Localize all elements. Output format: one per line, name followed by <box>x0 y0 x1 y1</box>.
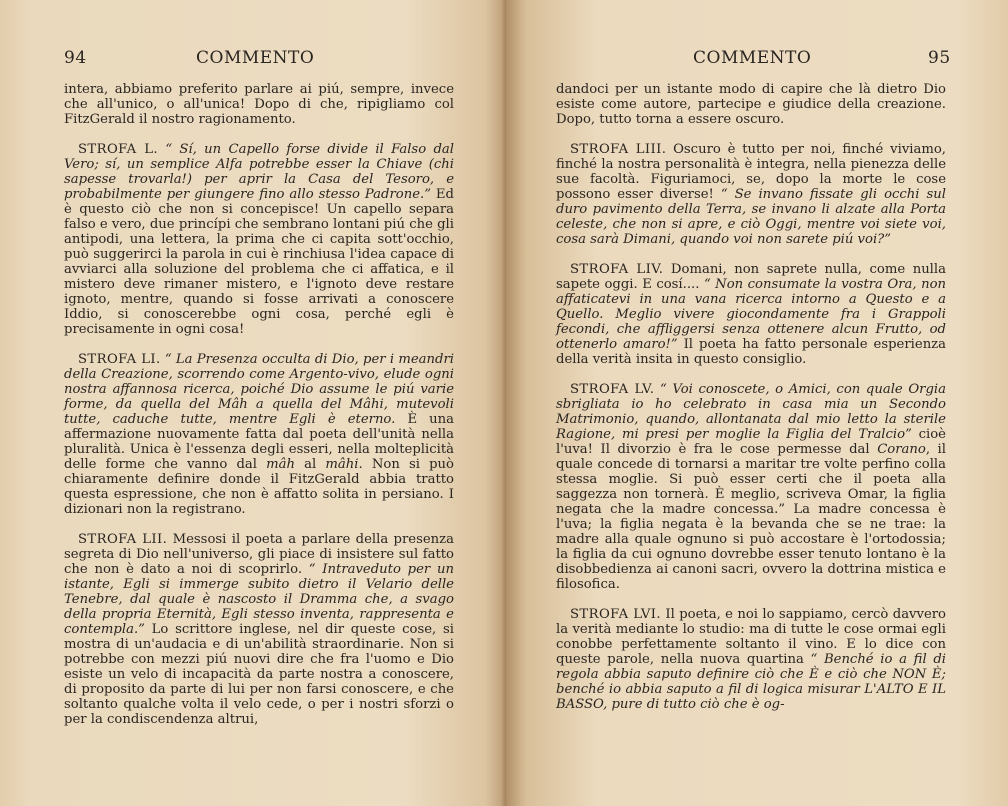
strofa-quote: “ Benché io a fil di regola abbia saputo definire ciò che È e ciò che NON È; benché io abbia saputo a fil di logica misurar L'ALTO E IL BASSO, pure di tutto ciò che è og- <box>556 652 946 712</box>
running-title: COMMENTO <box>693 48 812 68</box>
strofa-quote: “ Voi conoscete, o Amici, con quale Orgia sbrigliata io ho celebrato in casa mia un Secondo Matrimonio, quando, allontanata dal mio letto la sterile Ragione, mi presi per moglie la Figlia del Tralcio” <box>556 382 946 442</box>
page-number: 94 <box>64 48 87 68</box>
strofa-label: STROFA LI. <box>78 352 161 367</box>
term-corano: Corano <box>877 442 926 457</box>
strofa-commentary: al <box>295 457 326 472</box>
strofa-quote: “ Non consumate la vostra Ora, non affaticatevi in una vana ricerca intorno a Questo e a Quello. Meglio vivere giocondamente fra i Grappoli fecondi, che affliggersi senza ottenere alcun Frutto, od ottenerlo amaro!” <box>556 277 947 352</box>
strofa-commentary: Il poeta ha fatto personale esperienza della verità insita in questo consiglio. <box>556 337 946 367</box>
paragraph-strofa-55 <box>556 382 946 592</box>
paragraph-strofa-53 <box>556 142 946 247</box>
strofa-commentary: cioè l'uva! Il divorzio è fra le cose permesse dal <box>556 427 946 457</box>
paragraph-strofa-50 <box>64 142 454 337</box>
strofa-commentary: È una affermazione nuovamente fatta dal poeta dell'unità nella pluralità. Unica è l'essenza degli esseri, nella molteplicità delle forme che vanno dal <box>64 412 455 472</box>
strofa-quote: “ Intraveduto per un istante, Egli si immerge subito dietro il Velario delle Tenebre, dal quale è nascosto il Dramma che, a svago della propria Eternità, Egli stesso inventa, rappresenta e contempla.” <box>64 562 454 637</box>
strofa-quote: “ Se invano fissate gli occhi sul duro pavimento della Terra, se invano li alzate alla Porta celeste, che non si apre, e ciò Oggi, mentre voi siete voi, cosa sarà Dimani, quando voi non sarete piú voi?” <box>556 187 947 247</box>
strofa-label: STROFA LIII. <box>570 142 667 157</box>
strofa-commentary: Lo scrittore inglese, nel dir queste cose, si mostra di un'audacia e di un'abilità straordinarie. Non si potrebbe con mezzi piú nuovi dire che fra l'uomo e Dio esiste un velo di incapacità da parte nostra a conoscere, di proposito da parte di lui per non farsi conoscere, e che soltanto qualche volta il velo cede, o per i nostri sforzi o per la condiscendenza altrui, <box>64 622 454 727</box>
strofa-commentary: Il poeta, e noi lo sappiamo, cercò davvero la verità mediante lo studio: ma di tutte le cose ormai egli conobbe perfettamente soltanto il vino. E lo dice con queste parole, nella nuova quartina <box>556 607 947 667</box>
strofa-label: STROFA LVI. <box>570 607 662 622</box>
strofa-label: STROFA LIV. <box>570 262 664 277</box>
strofa-label: STROFA L. <box>78 142 158 157</box>
strofa-label: STROFA LV. <box>570 382 655 397</box>
paragraph-strofa-52 <box>64 532 454 727</box>
strofa-quote: “ Sí, un Capello forse divide il Falso dal Vero; sí, un semplice Alfa potrebbe esser la Chiave (chi sapesse trovarla!) per aprir la Casa del Tesoro, e probabilmente per giungere fino allo stesso Padrone.” <box>64 142 454 202</box>
paragraph-strofa-56 <box>556 607 946 712</box>
strofa-quote: “ La Presenza occulta di Dio, per i meandri della Creazione, scorrendo come Argento-vivo, elude ogni nostra affannosa ricerca, poiché Dio assume le piú varie forme, da quella del Mâh a quella del Mâhi, mutevoli tutte, caduche tutte, mentre Egli è eterno. <box>64 352 454 427</box>
running-title: COMMENTO <box>196 48 315 68</box>
strofa-commentary: Ed è questo ciò che non si concepisce! Un capello separa falso e vero, due princípi che sembrano lontani piú che gli antipodi, una lettera, la prima che ci capita sott'occhio, può suggerirci la parola in cui è rinchiusa l'idea capace di avviarci alla soluzione del problema che ci affatica, e il mistero deve rimaner mistero, e l'ignoto deve restare ignoto, mentre, quando si fosse arrivati a conoscere Iddio, si conoscerebbe ogni cosa, perché egli è precisamente in ogni cosa! <box>64 187 454 337</box>
right-page <box>506 0 1008 806</box>
paragraph-strofa-51 <box>64 352 454 517</box>
strofa-commentary: Messosi il poeta a parlare della presenza segreta di Dio nell'universo, gli piace di insistere sul fatto che non è dato a noi di scoprirlo. <box>64 532 454 577</box>
strofa-commentary: , il quale concede di tornarsi a maritar tre volte perfino colla stessa moglie. Si può esser certi che il poeta alla saggezza non tornerà. È meglio, scriveva Omar, la figlia negata che la madre concessa.” La madre concessa è l'uva; la figlia negata è la bevanda che se ne trae: la madre alla quale ognuno si può accostare è l'ortodossia; la figlia da cui ognuno dovrebbe esser tenuto lontano è la disobbedienza ai canoni sacri, ovvero la dottrina mistica e filosofica. <box>556 442 946 592</box>
page-number: 95 <box>928 48 951 68</box>
strofa-commentary: Oscuro è tutto per noi, finché viviamo, finché la nostra personalità è integra, nella pienezza delle sue facoltà. Figuriamoci, se, dopo la morte le cose possono esser diverse! <box>556 142 946 202</box>
paragraph-strofa-54 <box>556 262 946 367</box>
page-text <box>556 82 946 712</box>
paragraph-continuation: intera, abbiamo preferito parlare ai piú, sempre, invece che all'unico, o all'unica! Dopo di che, ripigliamo col FitzGerald il nostro ragionamento. <box>64 82 454 127</box>
paragraph-continuation: dandoci per un istante modo di capire che là dietro Dio esiste come autore, partecipe e giudice della creazione. Dopo, tutto torna a essere oscuro. <box>556 82 946 127</box>
strofa-commentary: . Non si può chiaramente definire donde il FitzGerald abbia tratto questa espressione, che non è affatto solita in persiano. I dizionari non la registrano. <box>64 457 454 517</box>
term-mahi: mâhi <box>325 457 359 472</box>
strofa-commentary: Domani, non saprete nulla, come nulla sapete oggi. E cosí.... <box>556 262 946 292</box>
strofa-label: STROFA LII. <box>78 532 168 547</box>
term-mah: mâh <box>266 457 296 472</box>
page-text <box>64 82 454 727</box>
